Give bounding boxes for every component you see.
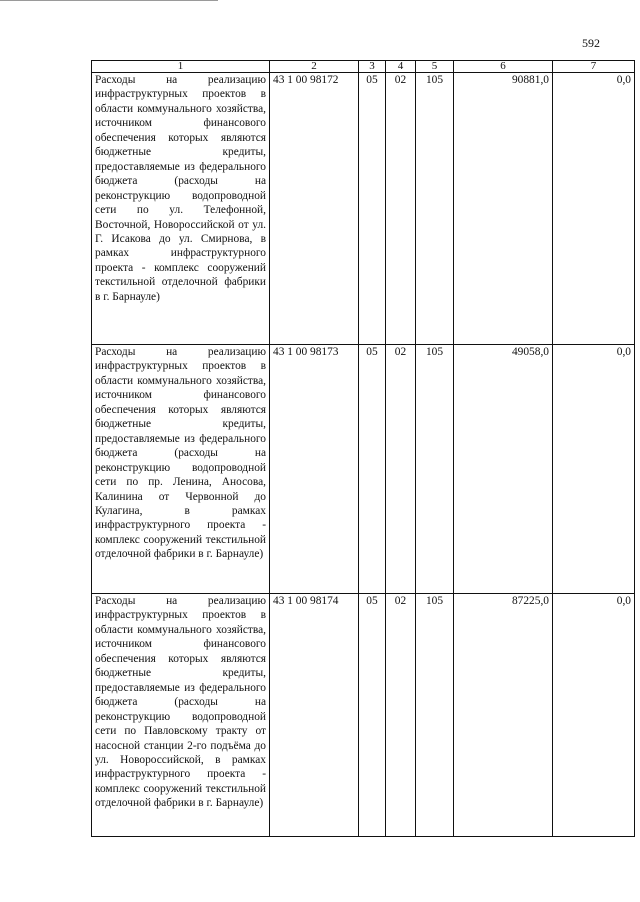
budget-table: [91, 60, 635, 837]
row-amount: 49058,0: [454, 345, 553, 594]
row-col4: 02: [386, 594, 416, 837]
row-col7: 0,0: [553, 345, 635, 594]
table-row: [92, 345, 635, 594]
row-col7: 0,0: [553, 73, 635, 345]
top-rule: [0, 0, 218, 1]
table-row: [92, 73, 635, 345]
row-col5: 105: [416, 594, 454, 837]
row-code: 43 1 00 98173: [270, 345, 359, 594]
table-row: [92, 594, 635, 837]
row-col4: 02: [386, 73, 416, 345]
row-code: 43 1 00 98172: [270, 73, 359, 345]
page-number: 592: [582, 36, 600, 50]
column-header-3: 3: [359, 61, 386, 73]
row-col5: 105: [416, 345, 454, 594]
column-header-7: 7: [553, 61, 635, 73]
row-col5: 105: [416, 73, 454, 345]
table-header-row: [92, 61, 635, 73]
column-header-5: 5: [416, 61, 454, 73]
row-col3: 05: [359, 73, 386, 345]
row-amount: 90881,0: [454, 73, 553, 345]
row-description: Расходы на реализацию инфраструктурных проектов в области коммунального хозяйства, источником финансового обеспечения которых являются бюджетные кредиты, предоставляемые из федерального бюджета (расходы на реконструкцию водопроводной сети по Павловскому тракту от насосной станции 2-го подъёма до ул. Новороссийской, в рамках инфраструктурного проекта - комплекс сооружений текстильной отделочной фабрики в г. Барнауле): [92, 594, 270, 837]
row-col4: 02: [386, 345, 416, 594]
row-description: Расходы на реализацию инфраструктурных проектов в области коммунального хозяйства, источником финансового обеспечения которых являются бюджетные кредиты, предоставляемые из федерального бюджета (расходы на реконструкцию водопроводной сети по пр. Ленина, Аносова, Калинина от Червонной до Кулагина, в рамках инфраструктурного проекта - комплекс сооружений текстильной отделочной фабрики в г. Барнауле): [92, 345, 270, 594]
row-col7: 0,0: [553, 594, 635, 837]
row-col3: 05: [359, 594, 386, 837]
column-header-6: 6: [454, 61, 553, 73]
column-header-2: 2: [270, 61, 359, 73]
row-code: 43 1 00 98174: [270, 594, 359, 837]
row-col3: 05: [359, 345, 386, 594]
column-header-1: 1: [92, 61, 270, 73]
column-header-4: 4: [386, 61, 416, 73]
row-description: Расходы на реализацию инфраструктурных проектов в области коммунального хозяйства, источником финансового обеспечения которых являются бюджетные кредиты, предоставляемые из федерального бюджета (расходы на реконструкцию водопроводной сети по ул. Телефонной, Восточной, Новороссийской от ул. Г. Исакова до ул. Смирнова, в рамках инфраструктурного проекта - комплекс сооружений текстильной отделочной фабрики в г. Барнауле): [92, 73, 270, 345]
row-amount: 87225,0: [454, 594, 553, 837]
